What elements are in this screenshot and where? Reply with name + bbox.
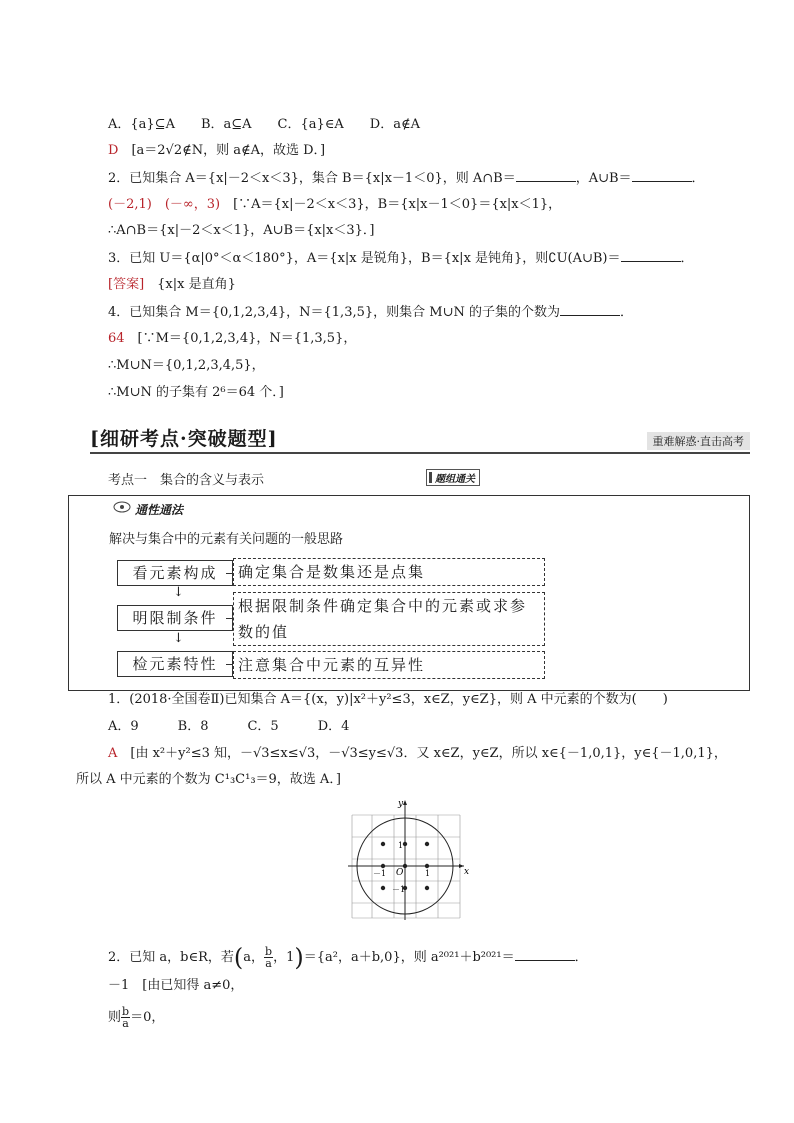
blank	[515, 948, 575, 961]
answer-values: (－2,1) (－∞，3)	[108, 197, 221, 212]
desc-1: 确定集合是数集还是点集	[233, 558, 545, 586]
answer-letter: A	[108, 746, 118, 761]
answer-explain: [∵A＝{x|－2＜x＜3}，B＝{x|x－1＜0}＝{x|x＜1}，	[220, 197, 562, 212]
arrow-down-icon: ↓	[173, 631, 184, 646]
question-text: 2．已知 a，b∈R，若	[108, 950, 234, 965]
step-1: 看元素构成	[117, 560, 233, 586]
question-2	[108, 169, 705, 188]
blank	[621, 249, 681, 262]
answer-1	[108, 745, 727, 763]
section-header	[90, 424, 750, 454]
question-text: 2．已知集合 A＝{x|－2＜x＜3}，集合 B＝{x|x－1＜0}，则 A∩B＝	[108, 171, 516, 186]
method-label: 通性通法	[135, 503, 184, 517]
method-box	[68, 495, 750, 691]
topic-label: 考点一 集合的含义与表示	[108, 473, 265, 488]
blank-2	[632, 169, 692, 182]
origin-label: O	[396, 868, 404, 878]
answer-number: 64	[108, 331, 125, 346]
answer-explain: [由 x²＋y²≤3 知，－√3≤x≤√3，－√3≤y≤√3．又 x∈Z，y∈Z，所以 x∈{－1,0,1}，y∈{－1,0,1}，	[117, 746, 727, 761]
question-text: ＝{a²，a＋b,0}，则 a²⁰²¹＋b²⁰²¹＝	[303, 950, 515, 965]
connector	[226, 664, 232, 665]
explain-line: ∴A∩B＝{x|－2＜x＜1}，A∪B＝{x|x＜3}．]	[108, 223, 375, 238]
step-3: 检元素特性	[117, 651, 233, 677]
question-text: 3．已知 U＝{α|0°＜α＜180°}，A＝{x|x 是锐角}，B＝{x|x 是钝角}，则∁U(A∪B)＝	[108, 251, 621, 266]
question-end: ．	[574, 950, 588, 965]
x-axis-label: x	[464, 867, 470, 877]
answer-text: ＝0，	[130, 1010, 165, 1025]
y-tick-neg1: －1	[392, 885, 406, 894]
paren-open: (	[233, 943, 244, 972]
connector	[226, 573, 232, 574]
blank-1	[516, 169, 576, 182]
answer-line-2	[108, 196, 561, 214]
answer-explain: [由已知得 a≠0，	[129, 978, 244, 993]
question-text: ，1	[273, 950, 295, 965]
desc-3: 注意集合中元素的互异性	[233, 651, 545, 679]
fraction-b-over-a	[264, 946, 273, 969]
x-tick-neg1: －1	[373, 869, 387, 878]
question-text: a，	[243, 950, 265, 965]
answer-line	[108, 142, 325, 160]
option-line: A．{a}⊆A B．a⊆A C．{a}∈A D．a∉A	[108, 117, 420, 132]
section-tag: 重难解惑·直击高考	[647, 432, 751, 450]
question-end: ．	[691, 171, 705, 186]
y-axis-label: y	[398, 799, 404, 809]
question-2b	[108, 943, 588, 972]
question-1: 1．(2018·全国卷Ⅱ)已知集合 A＝{(x，y)|x²＋y²≤3，x∈Z，y∈Z}，则 A 中元素的个数为( )	[108, 692, 668, 707]
lattice-svg	[340, 796, 470, 922]
answer-line-4	[108, 330, 356, 348]
explain-line: ∴M∪N＝{0,1,2,3,4,5}，	[108, 358, 265, 373]
method-icon	[113, 500, 131, 518]
denominator: a	[122, 1017, 129, 1030]
numerator: b	[122, 1005, 130, 1018]
answer-text: {x|x 是直角}	[144, 277, 236, 292]
section-title: [细研考点·突破题型]	[90, 428, 278, 450]
options-1: A．9 B．8 C．5 D．4	[108, 719, 350, 734]
question-text-2: ，A∪B＝	[575, 171, 632, 186]
question-end: ．	[619, 305, 633, 320]
explain-line: ∴M∪N 的子集有 2⁶＝64 个．]	[108, 385, 284, 400]
blank	[560, 303, 620, 316]
numerator: b	[265, 945, 273, 958]
answer-1-cont: 所以 A 中元素的个数为 C¹₃C¹₃＝9，故选 A．]	[76, 772, 341, 787]
lattice-figure	[340, 796, 470, 926]
y-tick-1: 1	[398, 841, 404, 850]
desc-2: 根据限制条件确定集合中的元素或求参数的值	[233, 592, 545, 646]
answer-2	[108, 977, 243, 995]
question-4	[108, 303, 633, 322]
group-badge: 题组通关	[426, 469, 480, 486]
arrow-down-icon: ↓	[173, 585, 184, 600]
paren-close: )	[294, 943, 304, 972]
answer-text: 则	[108, 1010, 122, 1025]
denominator: a	[265, 957, 272, 970]
answer-explain: [a＝2√2∉N，则 a∉A，故选 D．]	[118, 143, 326, 158]
connector	[226, 618, 232, 619]
x-tick-1: 1	[425, 869, 431, 878]
question-text: 4．已知集合 M＝{0,1,2,3,4}，N＝{1,3,5}，则集合 M∪N 的子集的个数为	[108, 305, 560, 320]
question-end: ．	[680, 251, 694, 266]
step-2: 明限制条件	[117, 605, 233, 631]
answer-explain: [∵M＝{0,1,2,3,4}，N＝{1,3,5}，	[124, 331, 357, 346]
answer-line-3	[108, 276, 236, 294]
question-3	[108, 249, 694, 268]
answer-2-cont	[108, 1006, 164, 1029]
answer-value: －1	[108, 978, 130, 993]
fraction-b-over-a	[121, 1006, 130, 1029]
method-intro: 解决与集合中的元素有关问题的一般思路	[109, 532, 344, 547]
answer-letter: D	[108, 143, 119, 158]
answer-tag: [答案]	[108, 277, 145, 292]
